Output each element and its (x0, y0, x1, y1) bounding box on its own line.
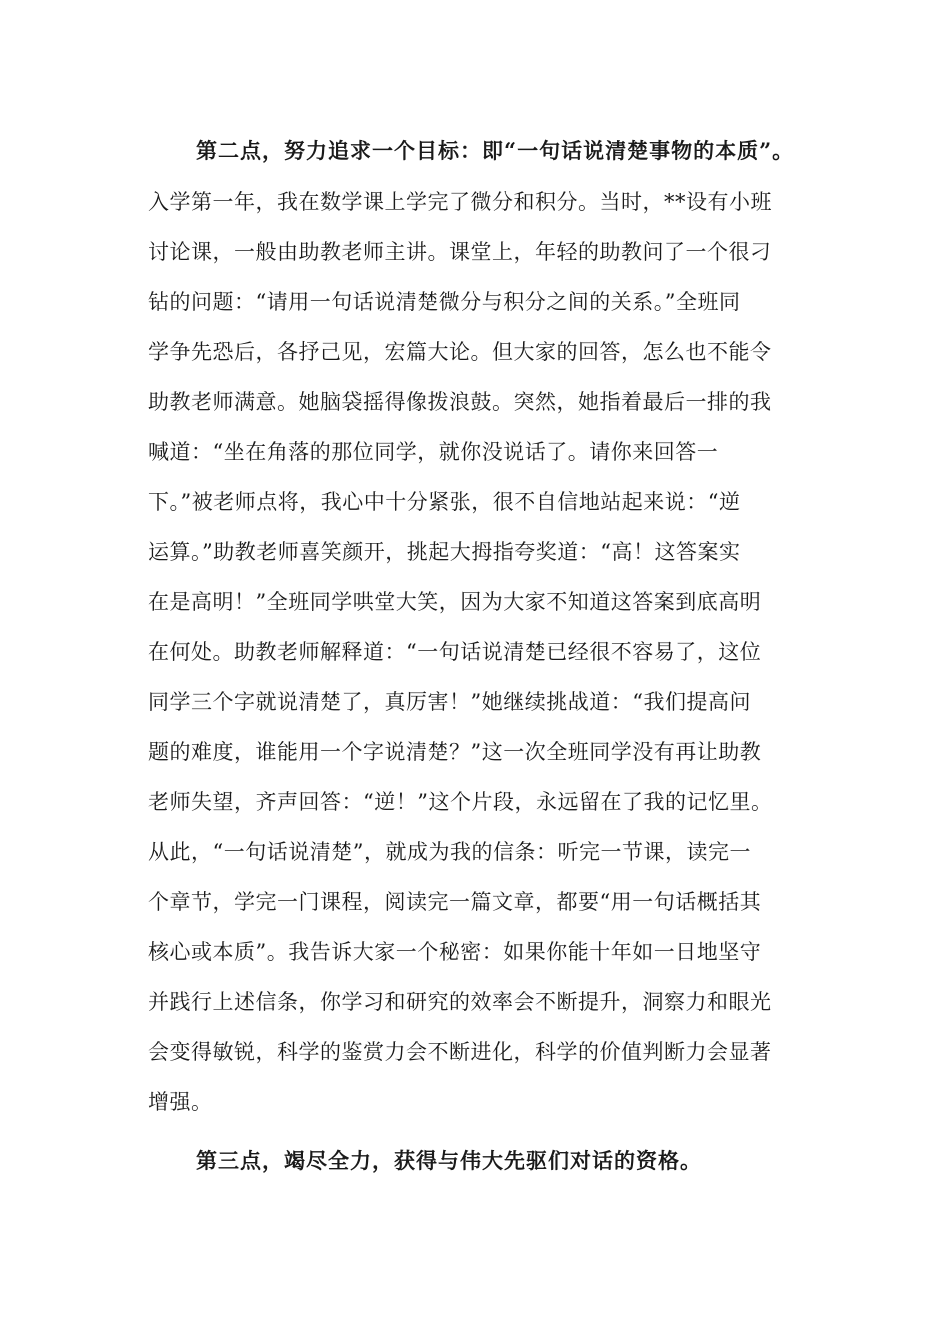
paragraph-line: 下。”被老师点将，我心中十分紧张，很不自信地站起来说：“逆 (148, 490, 741, 514)
paragraph-line: 讨论课，一般由助教老师主讲。课堂上，年轻的助教问了一个很刁 (148, 240, 772, 264)
paragraph-line: 增强。 (148, 1090, 213, 1114)
paragraph-line: 个章节，学完一门课程，阅读完一篇文章，都要“用一句话概括其 (148, 890, 762, 914)
paragraph-line: 在是高明！”全班同学哄堂大笑，因为大家不知道这答案到底高明 (148, 590, 762, 614)
paragraph-line: 核心或本质”。我告诉大家一个秘密：如果你能十年如一日地坚守 (148, 940, 762, 964)
paragraph-line: 运算。”助教老师喜笑颜开，挑起大拇指夸奖道：“高！这答案实 (148, 540, 741, 564)
section-heading-3: 第三点，竭尽全力，获得与伟大先驱们对话的资格。 (196, 1148, 702, 1173)
paragraph-line: 入学第一年，我在数学课上学完了微分和积分。当时，**设有小班 (148, 190, 772, 214)
paragraph-line: 会变得敏锐，科学的鉴赏力会不断进化，科学的价值判断力会显著 (148, 1040, 772, 1064)
paragraph-line: 钻的问题：“请用一句话说清楚微分与积分之间的关系。”全班同 (148, 290, 741, 314)
paragraph-line: 学争先恐后，各抒己见，宏篇大论。但大家的回答，怎么也不能令 (148, 340, 772, 364)
section-heading-2: 第二点，努力追求一个目标：即“一句话说清楚事物的本质”。 (196, 138, 795, 163)
paragraph-line: 在何处。助教老师解释道：“一句话说清楚已经很不容易了，这位 (148, 640, 762, 664)
paragraph-line: 从此，“一句话说清楚”，就成为我的信条：听完一节课，读完一 (148, 840, 751, 864)
paragraph-line: 老师失望，齐声回答：“逆！”这个片段，永远留在了我的记忆里。 (148, 790, 773, 814)
paragraph-line: 同学三个字就说清楚了，真厉害！”她继续挑战道：“我们提高问 (148, 690, 751, 714)
paragraph-line: 助教老师满意。她脑袋摇得像拨浪鼓。突然，她指着最后一排的我 (148, 390, 772, 414)
paragraph-line: 喊道：“坐在角落的那位同学，就你没说话了。请你来回答一 (148, 440, 719, 464)
paragraph-line: 并践行上述信条，你学习和研究的效率会不断提升，洞察力和眼光 (148, 990, 772, 1014)
paragraph-line: 题的难度，谁能用一个字说清楚？”这一次全班同学没有再让助教 (148, 740, 762, 764)
